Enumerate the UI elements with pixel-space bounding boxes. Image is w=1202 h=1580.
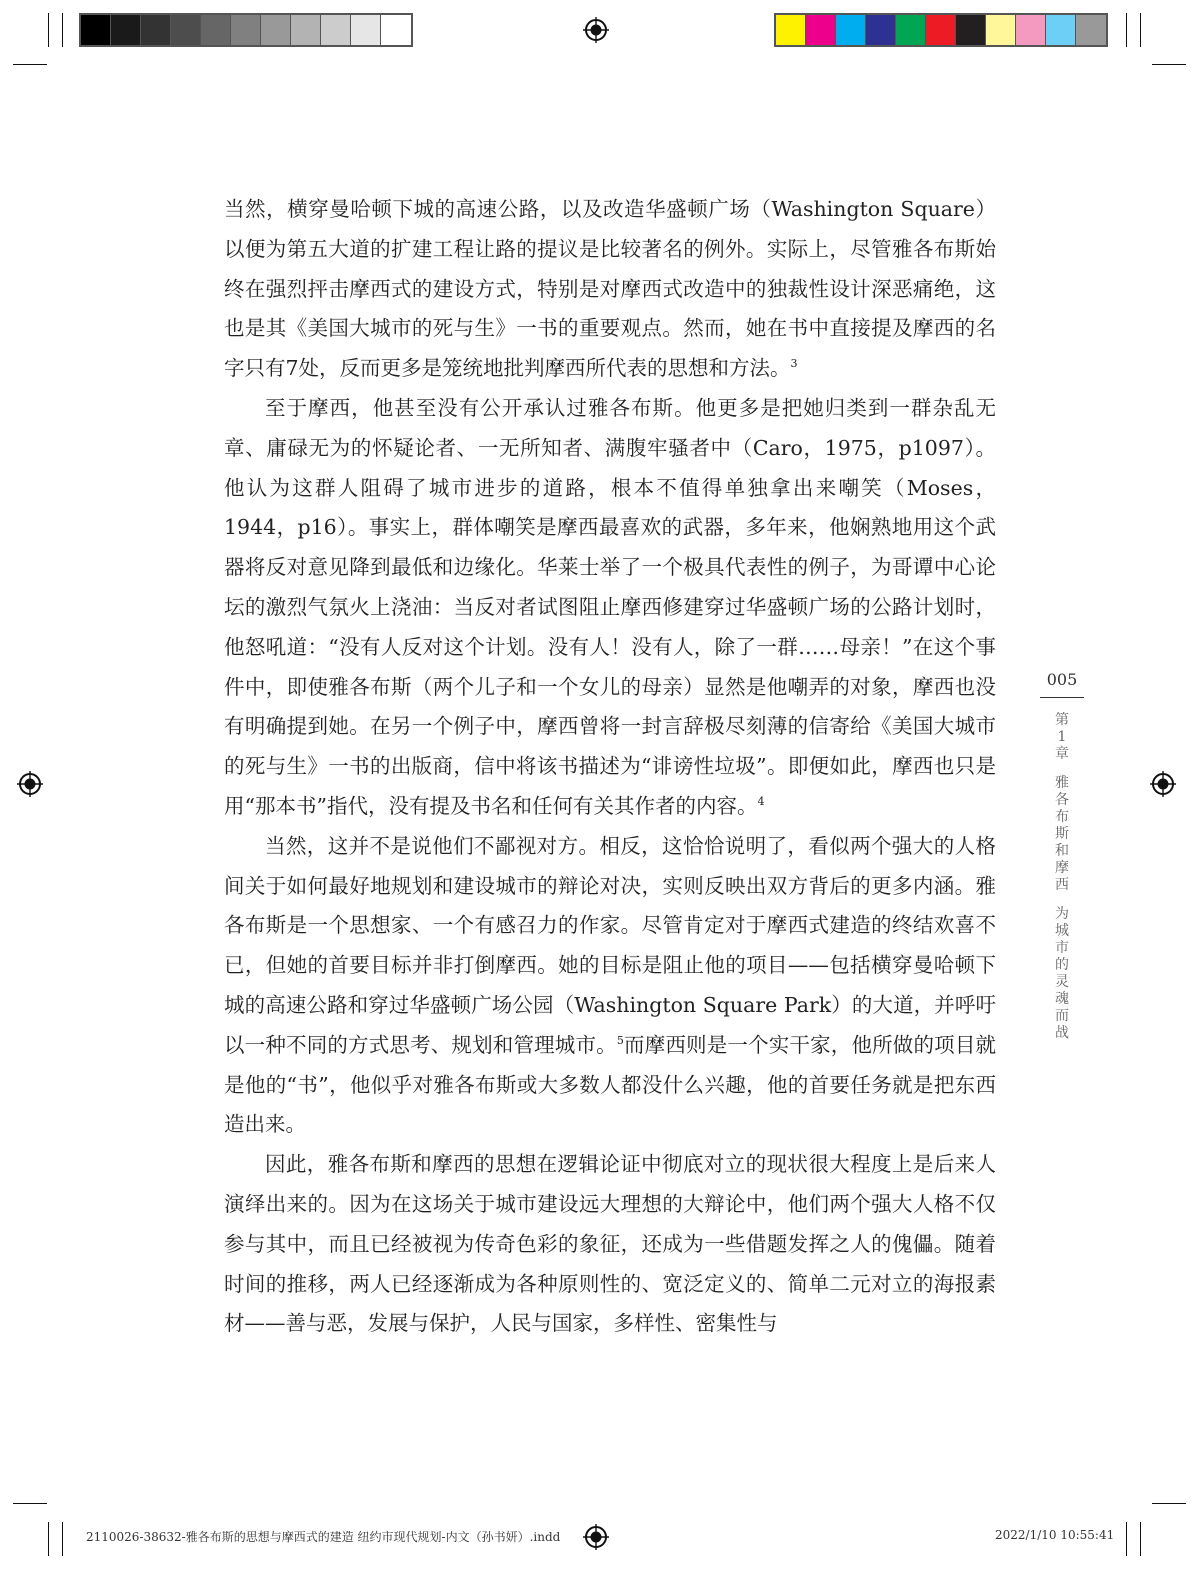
registration-mark-icon <box>1150 771 1176 797</box>
color-swatch <box>81 15 111 45</box>
color-swatch <box>111 15 141 45</box>
crop-mark <box>13 64 47 65</box>
slug-timestamp: 2022/1/10 10:55:41 <box>995 1528 1115 1542</box>
crop-mark <box>62 13 63 47</box>
crop-mark <box>13 1503 47 1504</box>
paragraph: 因此，雅各布斯和摩西的思想在逻辑论证中彻底对立的现状很大程度上是后来人演绎出来的。因为在这场关于城市建设远大理想的大辩论中，他们两个强大人格不仅参与其中，而且已经被视为传奇色彩的象征，还成为一些借题发挥之人的傀儡。随着时间的推移，两人已经逐渐成为各种原则性的、宽泛定义的、简单二元对立的海报素材——善与恶，发展与保护，人民与国家，多样性、密集性与 <box>224 1152 996 1336</box>
paragraph: 当然，横穿曼哈顿下城的高速公路，以及改造华盛顿广场（Washington Square）以便为第五大道的扩建工程让路的提议是比较著名的例外。实际上，尽管雅各布斯始终在强烈抨击摩西式的建设方式，特别是对摩西式改造中的独裁性设计深恶痛绝，这也是其《美国大城市的死与生》一书的重要观点。然而，她在书中直接提及摩西的名字只有7处，反而更多是笼统地批判摩西所代表的思想和方法。$^3$ <box>224 197 996 381</box>
footnote-ref[interactable]: 5 <box>616 1033 624 1047</box>
registration-mark-icon <box>583 1524 609 1550</box>
paragraph: 至于摩西，他甚至没有公开承认过雅各布斯。他更多是把她归类到一群杂乱无章、庸碌无为的怀疑论者、一无所知者、满腹牢骚者中（Caro，1975，p1097）。他认为这群人阻碍了城市进步的道路，根本不值得单独拿出来嘲笑（Moses，1944，p16）。事实上，群体嘲笑是摩西最喜欢的武器，多年来，他娴熟地用这个武器将反对意见降到最低和边缘化。华莱士举了一个极具代表性的例子，为哥谭中心论坛的激烈气氛火上浇油：当反对者试图阻止摩西修建穿过华盛顿广场的公路计划时，他怒吼道：“没有人反对这个计划。没有人！没有人，除了一群……母亲！”在这个事件中，即使雅各布斯（两个儿子和一个女儿的母亲）显然是他嘲弄的对象，摩西也没有明确提到她。在另一个例子中，摩西曾将一封言辞极尽刻薄的信寄给《美国大城市的死与生》一书的出版商，信中将该书描述为“诽谤性垃圾”。即便如此，摩西也只是用“那本书”指代，没有提及书名和任何有关其作者的内容。$^4$ <box>224 395 996 818</box>
color-swatch <box>141 15 171 45</box>
crop-mark <box>48 1522 49 1556</box>
crop-mark <box>1140 1522 1141 1556</box>
color-swatch <box>1016 15 1046 45</box>
registration-mark-icon <box>17 771 43 797</box>
color-swatch <box>956 15 986 45</box>
color-swatch <box>866 15 896 45</box>
grayscale-bar <box>79 13 413 47</box>
paragraph: 当然，这并不是说他们不鄙视对方。相反，这恰恰说明了，看似两个强大的人格间关于如何最好地规划和建设城市的辩论对决，实则反映出双方背后的更多内涵。雅各布斯是一个思想家、一个有感召力的作家。尽管肯定对于摩西式建造的终结欢喜不已，但她的首要目标并非打倒摩西。她的目标是阻止他的项目——包括横穿曼哈顿下城的高速公路和穿过华盛顿广场公园（Washington Square Park）的大道，并呼吁以一种不同的方式思考、规划和管理城市。$^5$而摩西则是一个实干家，他所做的项目就是他的“书”，他似乎对雅各布斯或大多数人都没什么兴趣，他的首要任务就是把东西造出来。 <box>224 833 997 1137</box>
color-swatch <box>381 15 411 45</box>
color-swatch <box>261 15 291 45</box>
crop-mark <box>48 13 49 47</box>
color-swatch <box>836 15 866 45</box>
crop-mark <box>62 1522 63 1556</box>
page-number: 005 <box>1040 670 1084 698</box>
chapter-title-vertical <box>1052 712 1072 1042</box>
chapter-subtitle: 为城市的灵魂而战 <box>1055 906 1069 1041</box>
slug-filename: 2110026-38632-雅各布斯的思想与摩西式的建造 纽约市现代规划-内文（孙书妍）.indd <box>86 1530 561 1544</box>
crop-mark <box>1126 1522 1127 1556</box>
color-swatch <box>291 15 321 45</box>
color-swatch <box>231 15 261 45</box>
chapter-title: 雅各布斯和摩西 <box>1055 775 1069 893</box>
crop-mark <box>1152 1503 1186 1504</box>
color-swatch <box>776 15 806 45</box>
color-swatch <box>171 15 201 45</box>
crop-mark <box>1126 13 1127 47</box>
color-swatch <box>351 15 381 45</box>
crop-mark <box>1140 13 1141 47</box>
color-swatch <box>986 15 1016 45</box>
color-swatch <box>926 15 956 45</box>
chapter-label: 第1章 <box>1055 712 1069 762</box>
color-swatch <box>1076 15 1106 45</box>
footnote-ref[interactable]: 4 <box>757 795 765 809</box>
color-bar <box>774 13 1108 47</box>
color-swatch <box>201 15 231 45</box>
footnote-ref[interactable]: 3 <box>790 357 798 371</box>
registration-mark-icon <box>583 17 609 43</box>
running-head <box>1040 670 1084 1042</box>
crop-mark <box>1152 64 1186 65</box>
color-swatch <box>321 15 351 45</box>
color-swatch <box>896 15 926 45</box>
color-swatch <box>806 15 836 45</box>
color-swatch <box>1046 15 1076 45</box>
body-text <box>224 190 996 1344</box>
